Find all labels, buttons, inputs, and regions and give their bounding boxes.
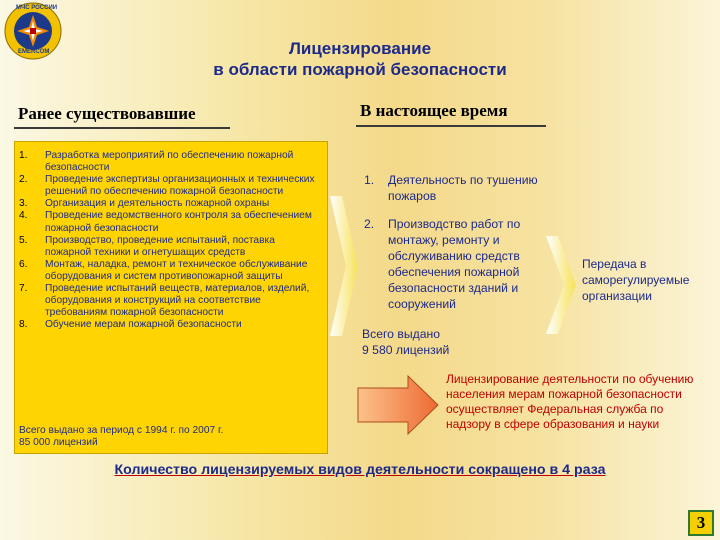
- summary-text: Количество лицензируемых видов деятельности сокращено в 4 раза: [114, 462, 606, 478]
- list-item: [19, 174, 319, 198]
- list-item: [19, 210, 319, 234]
- former-total-line1: Всего выдано за период с 1994 г. по 2007 г.: [19, 425, 224, 436]
- list-item-text: Монтаж, наладка, ремонт и техническое обслуживание оборудования и систем противопожарной защиты: [45, 258, 308, 282]
- transition-chevron-icon: [330, 196, 358, 336]
- list-item: [19, 319, 319, 331]
- list-item-text: Разработка мероприятий по обеспечению пожарной безопасности: [45, 150, 294, 174]
- left-heading-rule: [14, 127, 230, 129]
- page-title-line1: Лицензирование: [288, 39, 432, 58]
- transfer-chevron-icon: [546, 236, 576, 334]
- current-activity-1-num: 1.: [364, 173, 375, 187]
- list-item-text: Производство, проведение испытаний, поставка пожарной техники и огнетушащих средств: [45, 234, 275, 258]
- current-activity-2-text: Производство работ по монтажу, ремонту и обслуживанию средств обеспечения пожарной безопасности зданий и сооружений: [388, 217, 521, 311]
- list-item: [19, 150, 319, 174]
- list-item-num: 8.: [19, 319, 28, 331]
- list-item-text: Проведение испытаний веществ, материалов, изделий, оборудования и конструкций на соответствие требованиям пожарной безопасности: [45, 283, 310, 319]
- page-number: 3: [688, 510, 714, 536]
- orange-arrow-icon: [356, 374, 440, 436]
- list-item-num: 3.: [19, 198, 28, 210]
- list-item-text: Обучение мерам пожарной безопасности: [45, 319, 242, 331]
- current-activity-2-num: 2.: [364, 217, 375, 231]
- list-item-num: 6.: [19, 258, 28, 270]
- current-activity-1: [364, 172, 564, 206]
- right-heading-rule: [356, 125, 546, 127]
- list-item-text: Организация и деятельность пожарной охраны: [45, 198, 270, 210]
- page-title-line2: в области пожарной безопасности: [213, 60, 507, 79]
- former-activities-box: [14, 141, 328, 454]
- page-title: [130, 38, 590, 80]
- emblem-text-bottom: EMERCOM: [18, 49, 50, 55]
- list-item: [19, 235, 319, 259]
- list-item-num: 1.: [19, 150, 28, 161]
- emblem-text-top: МЧС РОССИИ: [16, 5, 58, 11]
- current-activity-1-text: Деятельность по тушению пожаров: [388, 173, 538, 203]
- current-total-line1: Всего выдано: [362, 327, 440, 341]
- right-heading: В настоящее время: [360, 101, 508, 120]
- list-item: [19, 283, 319, 319]
- list-item-text: Проведение ведомственного контроля за обеспечением пожарной безопасности: [45, 210, 312, 234]
- list-item-num: 2.: [19, 174, 28, 186]
- education-transfer-text: Лицензирование деятельности по обучению населения мерам пожарной безопасности осуществляет Федеральная служба по надзору в сфере образования и науки: [446, 372, 694, 431]
- list-item: [19, 198, 319, 210]
- list-item: [19, 259, 319, 283]
- left-heading: Ранее существовавшие: [18, 104, 196, 123]
- emercom-emblem: [4, 2, 62, 60]
- list-item-text: Проведение экспертизы организационных и технических решений по обеспечению пожарной безопасности: [45, 174, 315, 198]
- current-total: [362, 326, 502, 358]
- current-total-line2: 9 580 лицензий: [362, 343, 450, 357]
- current-activity-2: [364, 216, 564, 316]
- list-item-num: 7.: [19, 283, 28, 295]
- former-total-line2: 85 000 лицензий: [19, 437, 98, 449]
- list-item-num: 4.: [19, 210, 28, 222]
- sro-transfer-text: Передача в саморегулируемые организации: [582, 257, 690, 303]
- former-total: [19, 425, 319, 449]
- list-item-num: 5.: [19, 234, 28, 246]
- former-activities-list: [19, 150, 319, 331]
- summary-statement: [0, 462, 720, 478]
